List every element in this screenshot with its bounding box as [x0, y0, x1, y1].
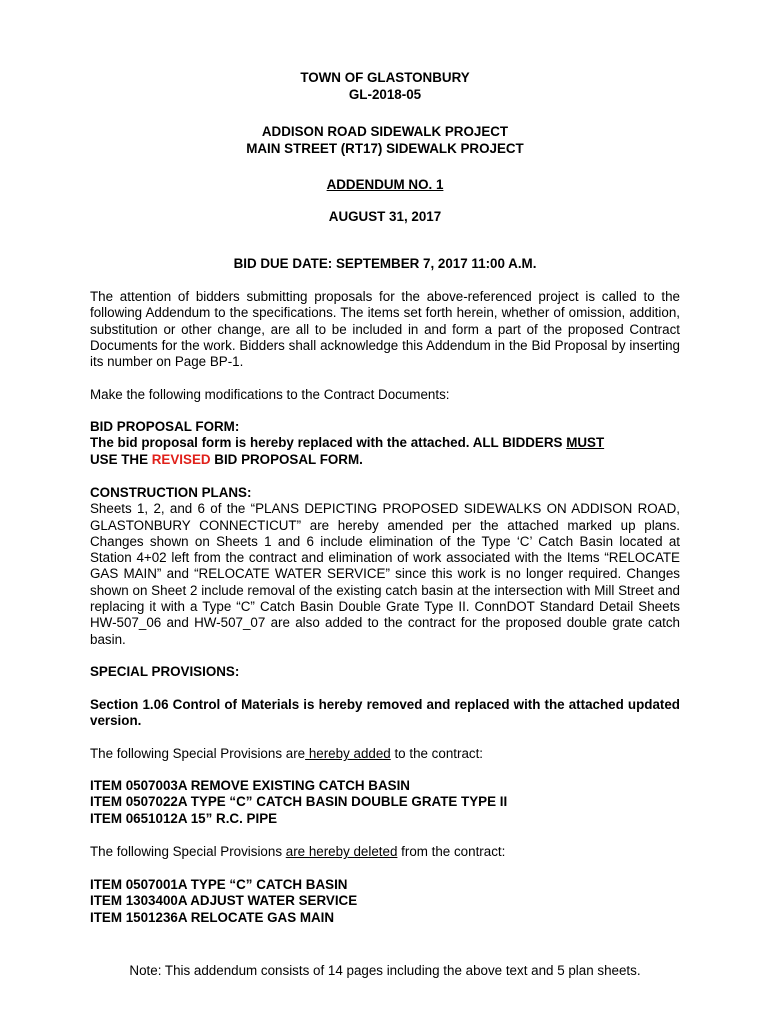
deleted-item: ITEM 1303400A ADJUST WATER SERVICE — [90, 893, 358, 909]
bid-proposal-text-3: BID PROPOSAL FORM. — [210, 451, 363, 467]
bid-proposal-text-2: USE THE — [90, 451, 152, 467]
project-title-2: MAIN STREET (RT17) SIDEWALK PROJECT — [246, 141, 524, 156]
must-emphasis: MUST — [566, 435, 605, 451]
construction-plans-section — [90, 485, 680, 648]
deleted-intro-post: from the contract: — [397, 844, 506, 859]
deleted-item: ITEM 0507001A TYPE “C” CATCH BASIN — [90, 877, 348, 892]
added-item: ITEM 0651012A 15” R.C. PIPE — [90, 810, 278, 826]
added-intro-pre: The following Special Provisions are — [90, 746, 306, 761]
section-106-note: Section 1.06 Control of Materials is hereby removed and replaced with the attached updated version. — [90, 697, 680, 729]
deleted-items-list — [90, 877, 680, 926]
bid-due-date: BID DUE DATE: SEPTEMBER 7, 2017 11:00 A.M. — [233, 256, 537, 271]
deleted-intro-underlined: are hereby deleted — [285, 844, 398, 859]
special-provisions-heading: SPECIAL PROVISIONS: — [90, 664, 240, 679]
added-provisions-intro — [90, 746, 680, 762]
revised-emphasis: REVISED — [151, 451, 211, 467]
addendum-date: AUGUST 31, 2017 — [328, 209, 442, 224]
deleted-item: ITEM 1501236A RELOCATE GAS MAIN — [90, 909, 335, 925]
project-title-1: ADDISON ROAD SIDEWALK PROJECT — [261, 124, 509, 139]
added-intro-post: to the contract: — [390, 746, 484, 761]
bid-number: GL-2018-05 — [348, 87, 422, 102]
deleted-provisions-intro — [90, 844, 680, 860]
added-items-list — [90, 778, 680, 827]
construction-plans-heading: CONSTRUCTION PLANS: — [90, 485, 252, 500]
bid-proposal-text-1: The bid proposal form is hereby replaced with the attached. ALL BIDDERS — [90, 435, 567, 451]
bid-proposal-text — [90, 435, 680, 468]
added-intro-underlined: hereby added — [305, 746, 391, 761]
construction-plans-body: Sheets 1, 2, and 6 of the “PLANS DEPICTING PROPOSED SIDEWALKS ON ADDISON ROAD, GLASTONBURY CONNECTICUT” are hereby amended per the attached marked up plans. Changes shown on Sheets 1 and 6 include elimination of the Type ‘C’ Catch Basin located at Station 4+02 left from the contract and elimination of work associated with the Items “RELOCATE GAS MAIN” and “RELOCATE WATER SERVICE” since this work is no longer required. Changes shown on Sheet 2 include removal of the existing catch basin at the intersection with Mill Street and replacing it with a Type “C” Catch Basin Double Grate Type II. ConnDOT Standard Detail Sheets HW-507_06 and HW-507_07 are also added to the contract for the proposed double grate catch basin. — [90, 501, 680, 647]
town-title: TOWN OF GLASTONBURY — [300, 70, 470, 85]
addendum-number: ADDENDUM NO. 1 — [326, 177, 444, 192]
intro-paragraph: The attention of bidders submitting proposals for the above-referenced project is called to the following Addendum to the specifications. The items set forth herein, whether of omission, addition, substitution or other change, are all to be included in and form a part of the proposed Contract Documents for the work. Bidders shall acknowledge this Addendum in the Bid Proposal by inserting its number on Page BP-1. — [90, 289, 680, 370]
addendum-title — [0, 177, 770, 193]
modifications-intro: Make the following modifications to the Contract Documents: — [90, 387, 450, 402]
page-count-note: Note: This addendum consists of 14 pages including the above text and 5 plan sheets. — [129, 963, 641, 978]
deleted-intro-pre: The following Special Provisions — [90, 844, 286, 859]
bid-proposal-heading: BID PROPOSAL FORM: — [90, 419, 240, 434]
added-item: ITEM 0507022A TYPE “C” CATCH BASIN DOUBLE GRATE TYPE II — [90, 794, 508, 810]
added-item: ITEM 0507003A REMOVE EXISTING CATCH BASIN — [90, 778, 410, 793]
bid-proposal-section — [90, 419, 680, 468]
